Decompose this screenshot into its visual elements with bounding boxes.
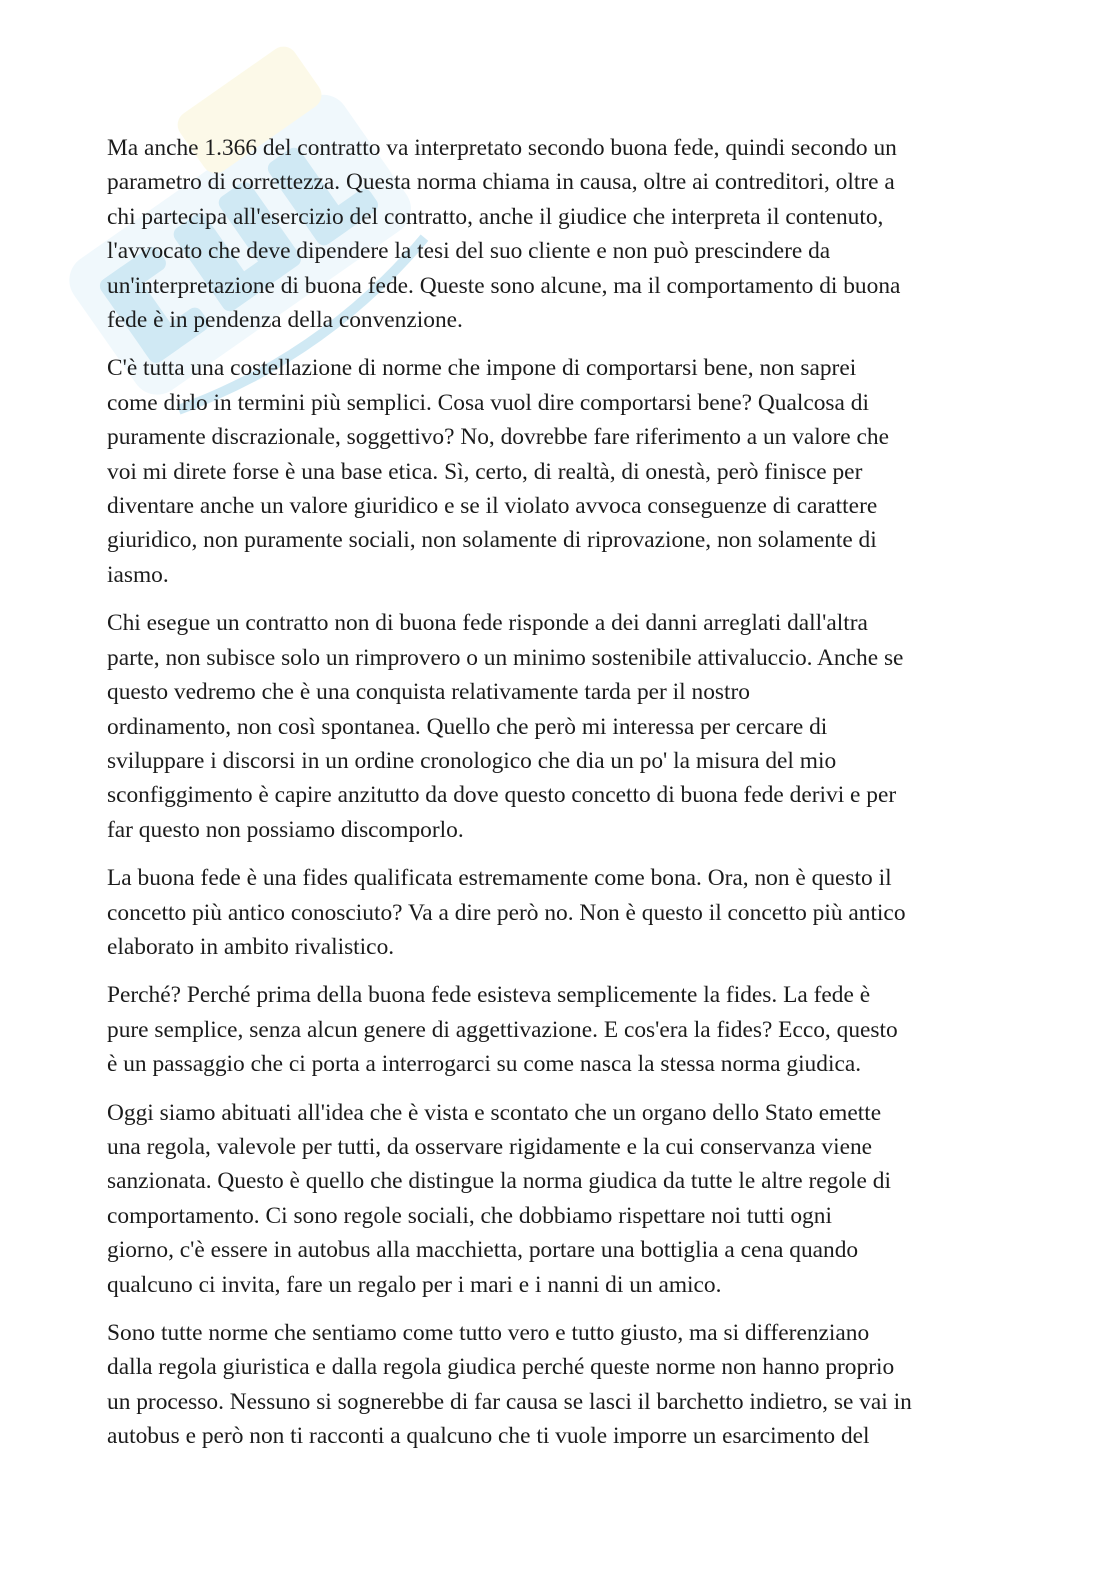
paragraph [107, 978, 1012, 1081]
text-line: diventare anche un valore giuridico e se il violato avvoca conseguenze di carattere [107, 493, 878, 520]
text-line: come dirlo in termini più semplici. Cosa vuol dire comportarsi bene? Qualcosa di [107, 389, 869, 416]
text-line: voi mi direte forse è una base etica. Sì, certo, di realtà, di onestà, però finisce per [107, 458, 863, 485]
paragraph [107, 131, 1012, 337]
paragraph [107, 1316, 1012, 1454]
text-line: Chi esegue un contratto non di buona fede risponde a dei danni arreglati dall'altra [107, 610, 868, 637]
text-line: Oggi siamo abituati all'idea che è vista e scontato che un organo dello Stato emette [107, 1099, 882, 1126]
text-line: Ma anche 1.366 del contratto va interpretato secondo buona fede, quindi secondo un [107, 135, 897, 161]
text-line: fede è in pendenza della convenzione. [107, 307, 463, 334]
text-line: elaborato in ambito rivalistico. [107, 933, 395, 960]
paragraph [107, 606, 1012, 847]
text-line: qualcuno ci invita, fare un regalo per i mari e i nanni di un amico. [107, 1271, 722, 1298]
text-line: giuridico, non puramente sociali, non solamente di riprovazione, non solamente di [107, 527, 877, 554]
text-line: un'interpretazione di buona fede. Queste sono alcune, ma il comportamento di buona [107, 272, 901, 299]
paragraph [107, 861, 1012, 964]
document-body [107, 131, 1012, 1468]
text-line: giorno, c'è essere in autobus alla macchietta, portare una bottiglia a cena quando [107, 1237, 859, 1264]
text-line: Sono tutte norme che sentiamo come tutto vero e tutto giusto, ma si differenziano [107, 1320, 870, 1346]
text-line: parametro di correttezza. Questa norma chiama in causa, oltre ai contreditori, oltre a [107, 169, 895, 196]
text-line: sanzionata. Questo è quello che distingue la norma giudica da tutte le altre regole di [107, 1168, 891, 1195]
text-line: una regola, valevole per tutti, da osservare rigidamente e la cui conservanza viene [107, 1133, 873, 1160]
text-line: sviluppare i discorsi in un ordine cronologico che dia un po' la misura del mio [107, 747, 837, 774]
paragraph [107, 351, 1012, 592]
text-line: è un passaggio che ci porta a interrogarci su come nasca la stessa norma giudica. [107, 1051, 862, 1078]
text-line: ordinamento, non così spontanea. Quello che però mi interessa per cercare di [107, 713, 828, 740]
text-line: pure semplice, senza alcun genere di aggettivazione. E cos'era la fides? Ecco, questo [107, 1016, 898, 1043]
text-line: chi partecipa all'esercizio del contratto, anche il giudice che interpreta il contenuto, [107, 203, 884, 230]
text-line: iasmo. [107, 561, 169, 588]
text-line: un processo. Nessuno si sognerebbe di far causa se lasci il barchetto indietro, se vai in [107, 1388, 912, 1415]
text-line: sconfiggimento è capire anzitutto da dove questo concetto di buona fede derivi e per [107, 782, 897, 809]
text-line: questo vedremo che è una conquista relativamente tarda per il nostro [107, 679, 751, 706]
text-line: autobus e però non ti racconti a qualcuno che ti vuole imporre un esarcimento del [107, 1423, 870, 1450]
text-line: far questo non possiamo discomporlo. [107, 816, 464, 843]
text-line: parte, non subisce solo un rimprovero o un minimo sostenibile attivaluccio. Anche se [107, 644, 904, 671]
text-line: comportamento. Ci sono regole sociali, che dobbiamo rispettare noi tutti ogni [107, 1202, 832, 1229]
text-line: puramente discrazionale, soggettivo? No, dovrebbe fare riferimento a un valore che [107, 424, 889, 451]
text-line: C'è tutta una costellazione di norme che impone di comportarsi bene, non saprei [107, 355, 857, 382]
text-line: Perché? Perché prima della buona fede esisteva semplicemente la fides. La fede è [107, 982, 871, 1009]
text-line: l'avvocato che deve dipendere la tesi del suo cliente e non può prescindere da [107, 238, 831, 265]
text-line: La buona fede è una fides qualificata estremamente come bona. Ora, non è questo il [107, 865, 892, 892]
paragraph [107, 1096, 1012, 1302]
text-line: dalla regola giuristica e dalla regola giudica perché queste norme non hanno proprio [107, 1354, 895, 1381]
text-line: concetto più antico conosciuto? Va a dire però no. Non è questo il concetto più antico [107, 899, 906, 926]
